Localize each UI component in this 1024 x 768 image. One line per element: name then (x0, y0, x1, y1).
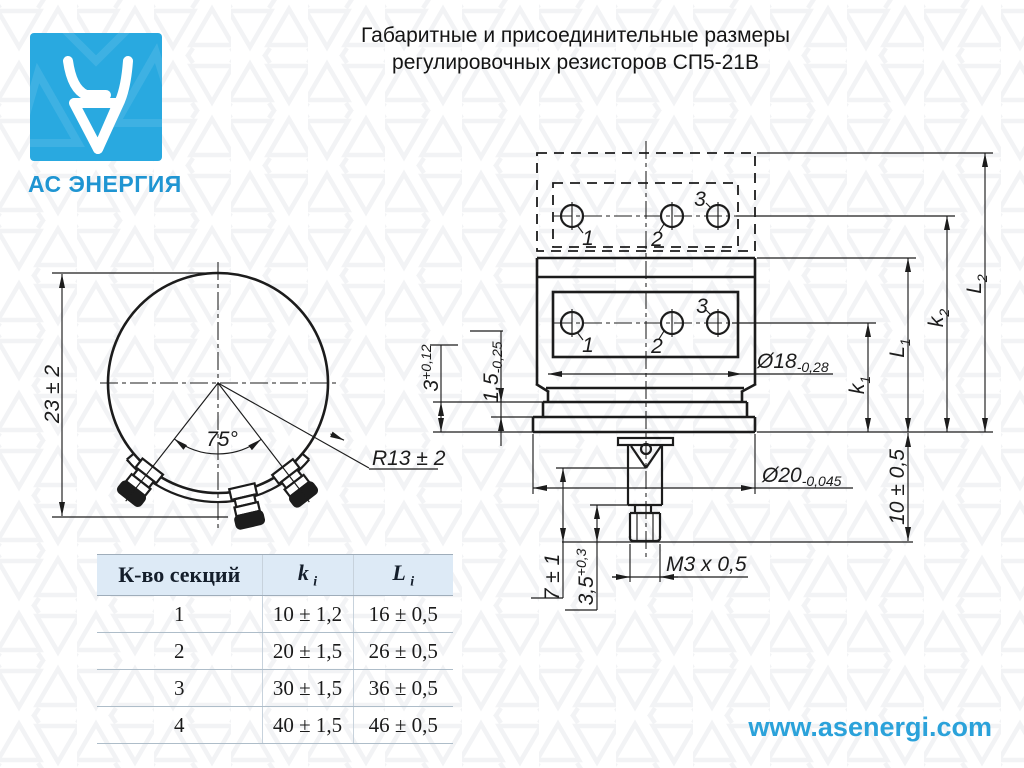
table-row (97, 670, 453, 707)
dim-k2-label: $k_2$ (925, 308, 952, 328)
table-cell: 4 (97, 707, 262, 744)
table-header-sections: К-во секций (97, 555, 262, 596)
page-title (318, 22, 833, 76)
table-row (97, 596, 453, 633)
table-header-ki: k $_i$ (262, 555, 353, 596)
table-cell: 36 ± 0,5 (353, 670, 453, 707)
logo-mark-icon (28, 33, 164, 163)
title-line-1: Габаритные и присоединительные размеры (360, 24, 791, 47)
table-cell: 3 (97, 670, 262, 707)
dim-radius-r13-label: R13 ± 2 (372, 447, 446, 470)
dim-height-23-label: 23 ± 2 (41, 364, 64, 424)
table-header-row (97, 555, 453, 596)
company-logo (28, 33, 182, 198)
dim-3-5-label: $3,5^{+0,3}$ (573, 548, 598, 606)
table-header-Li: L $_i$ (353, 555, 453, 596)
dim-L2-label: $L_2$ (963, 274, 990, 294)
hole-label-ghost-3: 3 (694, 188, 706, 211)
dim-10-label: 10 ± 0,5 (886, 449, 909, 525)
table-cell: 2 (97, 633, 262, 670)
hole-label-face-2: 2 (651, 335, 663, 358)
logo-caption: АС ЭНЕРГИЯ (28, 171, 182, 197)
dim-1-5-label: 1,5-0,25 (480, 341, 505, 403)
dim-7-label: 7 ± 1 (541, 553, 564, 601)
table-row (97, 633, 453, 670)
table-cell: 20 ± 1,5 (262, 633, 353, 670)
dim-angle-75-label: 75° (206, 428, 238, 451)
table-cell: 26 ± 0,5 (353, 633, 453, 670)
dim-d18-label: Ø18-0,28 (757, 350, 829, 375)
terminal-screw-2 (228, 483, 265, 529)
body-outline (533, 258, 756, 432)
website-link[interactable]: www.asenergi.com (748, 712, 992, 742)
dim-3-label: $3^{+0,12}$ (418, 344, 443, 392)
dim-k1-label: $k_1$ (846, 375, 873, 395)
table-row (97, 707, 453, 744)
table-cell: 16 ± 0,5 (353, 596, 453, 633)
right-view (418, 141, 993, 610)
hole-label-ghost-1: 1 (582, 227, 594, 250)
title-line-2: регулировочных резисторов СП5-21В (392, 51, 759, 74)
table-cell: 40 ± 1,5 (262, 707, 353, 744)
sections-spec-table (97, 554, 453, 744)
dim-thread-label: М3 х 0,5 (666, 553, 747, 576)
table-cell: 46 ± 0,5 (353, 707, 453, 744)
hole-label-face-3: 3 (696, 295, 708, 318)
left-view (41, 262, 446, 529)
table-cell: 30 ± 1,5 (262, 670, 353, 707)
dim-d20-label: Ø20-0,045 (762, 464, 842, 489)
hole-label-ghost-2: 2 (651, 228, 663, 251)
dim-L1-label: $L_1$ (886, 338, 913, 358)
table-cell: 10 ± 1,2 (262, 596, 353, 633)
hole-label-face-1: 1 (582, 334, 594, 357)
table-cell: 1 (97, 596, 262, 633)
